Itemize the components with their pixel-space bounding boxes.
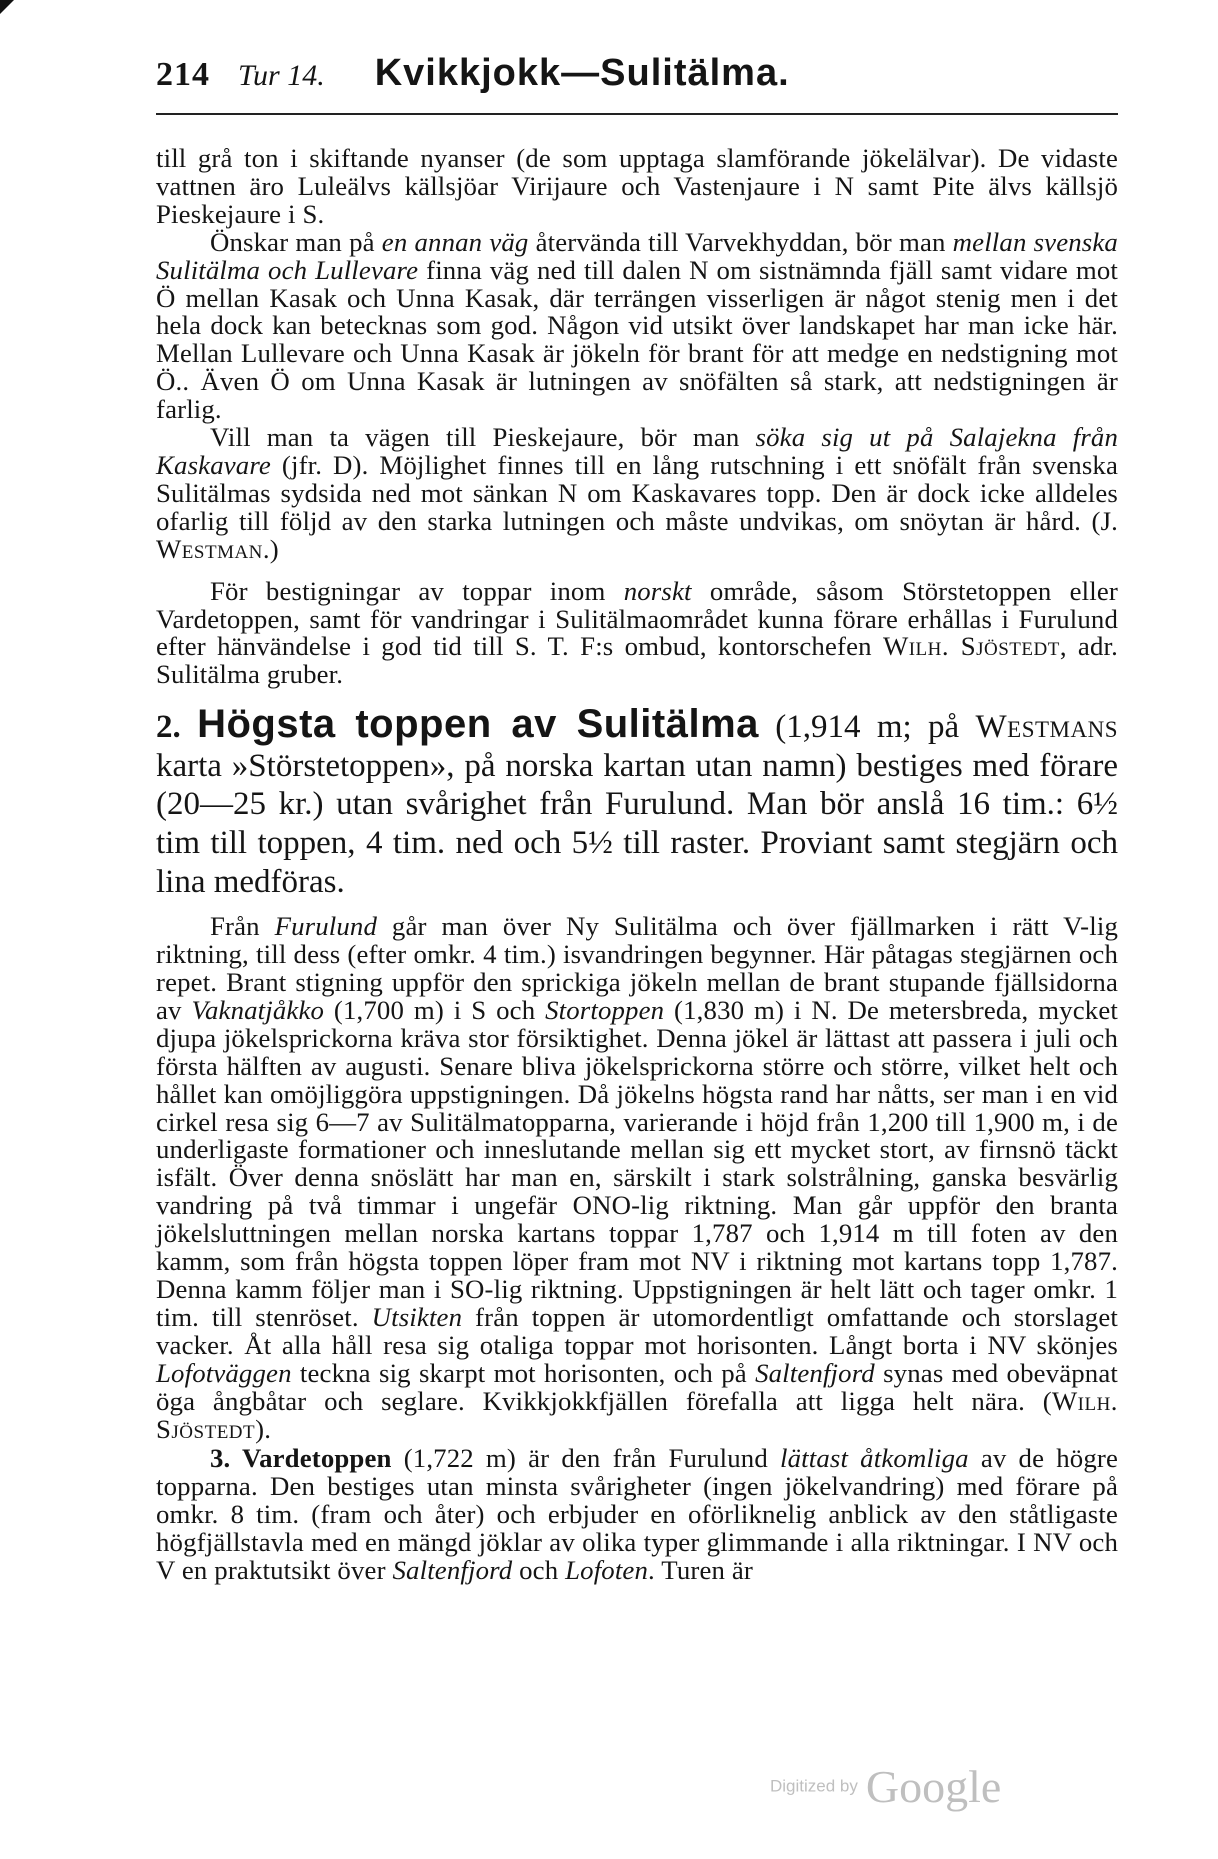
- route-title: Kvikkjokk—Sulitälma.: [374, 52, 790, 94]
- paragraph-4: [156, 575, 1118, 690]
- text-run: Från: [210, 911, 275, 942]
- text-run: från toppen är utomordentligt omfattande och storslaget vacker. Åt alla håll resa sig otaliga toppar mot horisonten. Långt borta i NV skönjes: [156, 1301, 1118, 1360]
- text-run: av de högre topparna. Den bestiges utan minsta svårigheter (ingen jökelvandring) med förare på omkr. 8 tim. (fram och åter) och erbjuder en oförliknelig anblick av den ståtligaste högfjällstavla med en mängd jöklar av olika typer glimmande i alla riktningar. I NV och V en praktutsikt över: [156, 1443, 1118, 1586]
- text-run: (1,830 m) i N. De metersbreda, mycket djupa jökelsprickorna kräva stor försiktighet. Denna jökel är lättast att passera i juli och första hälften av augusti. Senare bliva jökelsprickorna större och större, vilket helt och hållet kan omöjliggöra uppstigningen. Då jökelns högsta rand har nåtts, ser man i en vid cirkel resa sig 6—7 av Sulitälmatopparna, varierande i höjd från 1,200 till 1,900 m, i de underligaste formationer och inneslutande mellan sig ett mycket stort, av firnsnö täckt isfält. Över denna snöslätt har man en, särskilt i stark solstrålning, ganska besvärlig vandring på två timmar i ungefär ONO-lig riktning. Man går uppför den branta jökelsluttningen mellan norska kartans toppar 1,787 och 1,914 m till foten av den kamm, som från högsta toppen löper fram mot NV i riktning mot kartans topp 1,787. Denna kamm följer man i SO-lig riktning. Uppstigningen är helt lätt och tager omkr. 1 tim. till stenröset.: [156, 994, 1118, 1332]
- author-name: Westman: [156, 533, 263, 564]
- watermark-small-text: Digitized by: [770, 1776, 858, 1796]
- text-run: (1,700 m) i S och: [324, 994, 546, 1025]
- header-rule: [156, 113, 1118, 115]
- italic-run: Utsikten: [371, 1301, 463, 1332]
- paragraph-1: till grå ton i skiftande nyanser (de som upptaga slamförande jökelälvar). De vidaste vattnen äro Luleälvs källsjöar Virijaure och Vastenjaure i N samt Pite älvs källsjö Pieskejaure i S.: [156, 143, 1118, 229]
- italic-run: Vaknatjåkko: [191, 994, 325, 1025]
- text-run: , adr. Sulitälma gruber.: [156, 631, 1118, 690]
- italic-run: lättast åtkomliga: [780, 1443, 969, 1474]
- text-run: karta »Störstetoppen», på norska kartan utan namn) bestiges med förare (20—25 kr.) utan svårighet från Furulund. Man bör anslå 16 tim.: 6½ tim till toppen, 4 tim. ned och 5½ till raster. Proviant samt stegjärn och lina medföras.: [156, 747, 1118, 900]
- italic-run: Saltenfjord: [755, 1357, 875, 1388]
- italic-run: Stortoppen: [545, 994, 665, 1025]
- text-run: återvända till Varvekhyddan, bör man: [528, 226, 953, 257]
- text-run: ).: [255, 1413, 272, 1444]
- italic-run: Furulund: [274, 911, 378, 942]
- italic-run: Lofotväggen: [156, 1357, 292, 1388]
- text-run: går man över Ny Sulitälma och över fjällmarken i rätt V-lig riktning, till dess (efter omkr. 4 tim.) isvandringen begynner. Här påtagas stegjärnen och repet. Brant stigning uppför den sprickiga jökeln mellan de brant stupande fjällsidorna av: [156, 911, 1118, 1025]
- section-title: Högsta toppen av Sulitälma: [197, 702, 759, 747]
- paragraph-2: [156, 226, 1118, 425]
- text-run: . Turen är: [648, 1555, 754, 1586]
- digitized-watermark: [770, 1760, 1070, 1830]
- section-3-lead: 3. Vardetoppen: [210, 1443, 392, 1474]
- page-number: 214: [156, 56, 210, 93]
- section-number: 2.: [156, 709, 181, 746]
- watermark-logo-text: Google: [865, 1761, 1002, 1812]
- text-run: (jfr. D). Möjlighet finnes till en lång rutschning i ett snöfält från svenska Sulitälmas sydsida ned mot sänkan N om Kaskavares topp. Den är dock icke alldeles ofarlig till följd av den starka lutningen och måste undvikas, om snöytan är hård. (J.: [156, 449, 1118, 536]
- italic-run: Saltenfjord: [392, 1555, 513, 1586]
- text-run: Önskar man på: [210, 226, 382, 257]
- text-run: .): [262, 533, 279, 564]
- author-name: Wilh. Sjöstedt: [156, 1385, 1118, 1444]
- italic-run: söka sig ut på Salajekna från Kaskavare: [156, 422, 1118, 480]
- paragraph-6: [156, 1445, 1118, 1585]
- italic-run: norskt: [623, 575, 692, 606]
- section-2-heading: [156, 702, 1118, 901]
- text-run: Vill man ta vägen till Pieskejaure, bör man: [210, 422, 756, 453]
- text-run: synas med obeväpnat öga ångbåtar och seglare. Kvikkjokkfjällen förefalla att ligga helt nära. (: [156, 1357, 1118, 1416]
- text-run: (1,722 m) är den från Furulund: [391, 1443, 781, 1474]
- section-2: [156, 702, 1118, 1586]
- text-run: (1,914 m; på: [758, 709, 976, 746]
- italic-run: Lofoten: [565, 1555, 649, 1586]
- paragraph-3: [156, 424, 1118, 564]
- text-run: finna väg ned till dalen N om sistnämnda fjäll samt vidare mot Ö mellan Kasak och Unna Kasak, där terrängen visserligen är något stenig men i det hela dock kan betecknas som god. Någon vid utsikt över landskapet har man icke här. Mellan Lullevare och Unna Kasak är jökeln för brant för att medge en nedstigning mot Ö.. Även Ö om Unna Kasak är lutningen av snöfälten så stark, att nedstigningen är farlig.: [156, 254, 1118, 425]
- running-header: [156, 52, 1116, 108]
- text-run: teckna sig skarpt mot horisonten, och på: [291, 1357, 756, 1388]
- text-run: område, såsom Störstetoppen eller Vardetoppen, samt för vandringar i Sulitälmaområdet kunna förare erhållas i Furulund efter hänvändelse i god tid till S. T. F:s ombud, kontorschefen: [156, 575, 1118, 662]
- tour-label: Tur 14.: [238, 59, 325, 92]
- text-run: och: [512, 1555, 566, 1586]
- italic-run: en annan väg: [381, 226, 529, 257]
- contact-name: Wilh. Sjöstedt: [882, 631, 1060, 662]
- scan-corner-mark: [0, 0, 14, 14]
- paragraph-5: [156, 913, 1118, 1443]
- body-text: [156, 145, 1118, 1585]
- italic-run: mellan svenska Sulitälma och Lullevare: [156, 226, 1118, 285]
- author-name: Westmans: [975, 709, 1118, 746]
- text-run: För bestigningar av toppar inom: [210, 575, 624, 606]
